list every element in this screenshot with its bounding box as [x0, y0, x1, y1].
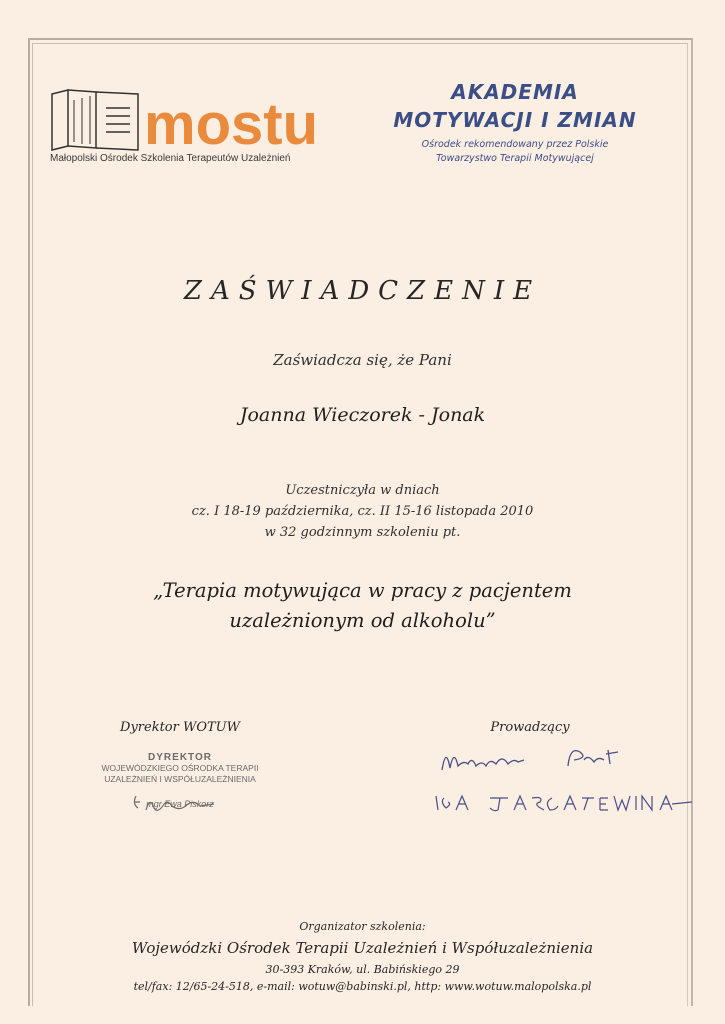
details-line2: cz. I 18-19 października, cz. II 15-16 listopada 2010	[191, 504, 534, 519]
stamp-name: mgr Ewa Piskorz	[146, 799, 214, 809]
certificate-heading: ZAŚWIADCZENIE	[183, 276, 542, 306]
training-details	[0, 480, 725, 543]
academy-title-line1: AKADEMIA	[451, 80, 579, 104]
stamp-title: DYREKTOR	[148, 752, 212, 763]
organizer-name: Wojewódzki Ośrodek Terapii Uzależnień i Współuzależnienia	[131, 939, 594, 957]
academy-note-line2: Towarzystwo Terapii Motywującej	[436, 153, 594, 164]
details-line1: Uczestniczyła w dniach	[285, 483, 440, 498]
course-title-line1: „Terapia motywująca w pracy z pacjentem	[153, 579, 572, 602]
director-signature-icon	[130, 790, 220, 820]
course-title	[0, 576, 725, 636]
instructor-signatures-icon	[428, 740, 698, 820]
certifies-text: Zaświadcza się, że Pani	[273, 351, 452, 369]
organizer-address: 30-393 Kraków, ul. Babińskiego 29	[265, 963, 460, 976]
instructor-title: Prowadzący	[490, 720, 570, 735]
book-logo-icon	[46, 86, 336, 156]
stamp-line1: WOJEWÓDZKIEGO OŚRODKA TERAPII	[101, 763, 259, 773]
course-title-line2: uzależnionym od alkoholu”	[229, 609, 496, 632]
stamp-line2: UZALEŻNIEŃ I WSPÓŁUZALEŻNIENIA	[104, 774, 256, 784]
academy-note-line1: Ośrodek rekomendowany przez Polskie	[421, 139, 609, 150]
academy-block	[355, 78, 675, 166]
recipient-name: Joanna Wieczorek - Jonak	[239, 404, 486, 426]
academy-title-line2: MOTYWACJI I ZMIAN	[393, 108, 637, 132]
organizer-footer	[0, 920, 725, 993]
organizer-contact: tel/fax: 12/65-24-518, e-mail: wotuw@babinski.pl, http: www.wotuw.malopolska.pl	[133, 980, 592, 993]
director-title: Dyrektor WOTUW	[120, 720, 240, 735]
organizer-label: Organizator szkolenia:	[299, 920, 426, 933]
logo-wordmark: mostu	[144, 92, 318, 156]
details-line3: w 32 godzinnym szkoleniu pt.	[264, 525, 461, 540]
logo-subtitle: Małopolski Ośrodek Szkolenia Terapeutów Uzależnień	[50, 153, 291, 164]
